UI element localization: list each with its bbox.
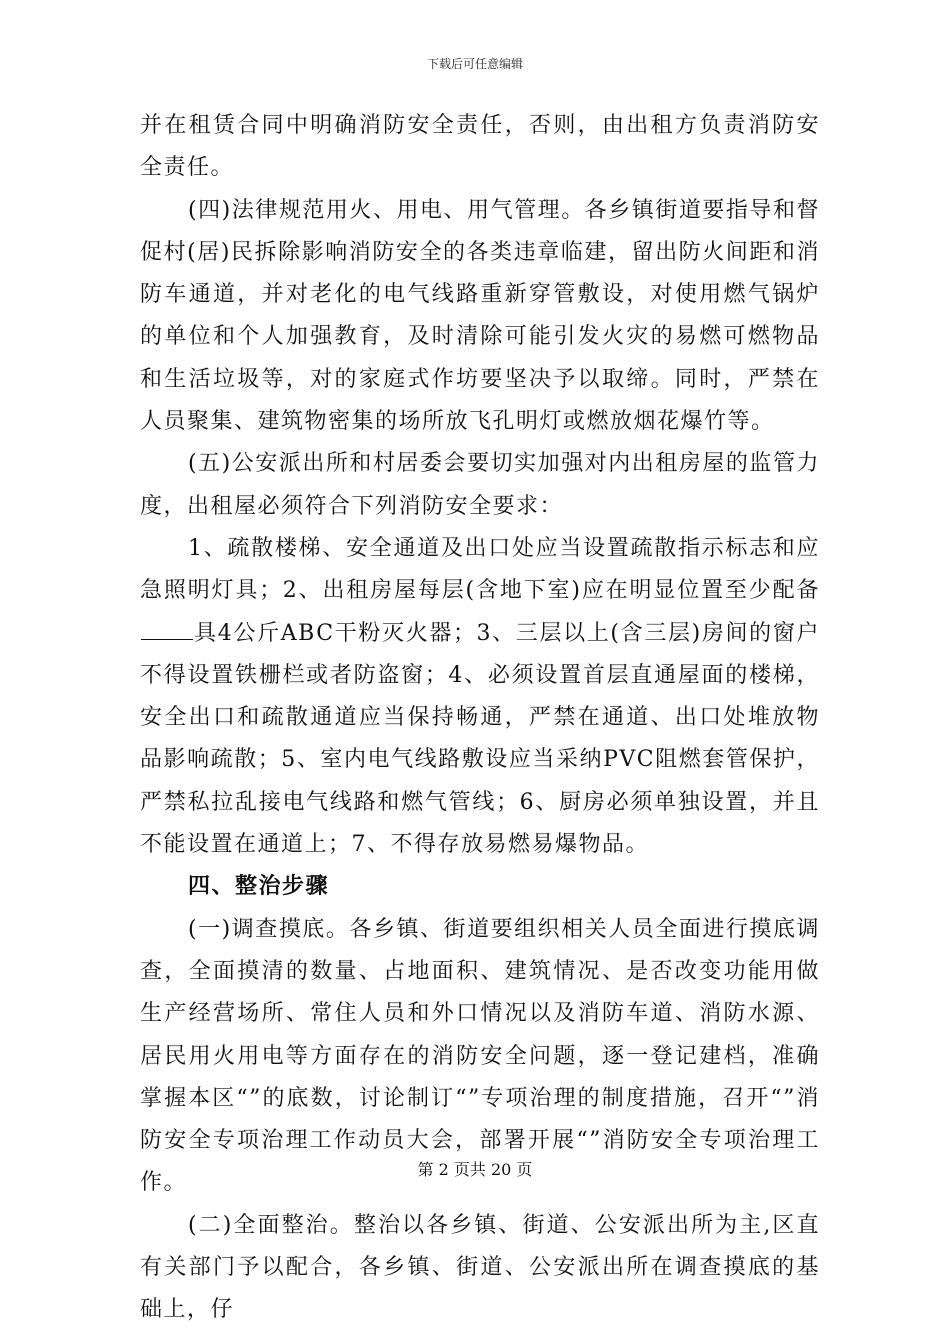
paragraph-requirements	[140, 528, 820, 866]
paragraph-item-5: (五)公安派出所和村居委会要切实加强对内出租房屋的监管力度，出租屋必须符合下列消防安全要求：	[140, 451, 820, 519]
paragraph-continuation: 并在租赁合同中明确消防安全责任，否则，由出租方负责消防安全责任。	[140, 113, 820, 181]
page-footer: 第 2 页共 20 页	[417, 1160, 533, 1179]
section-heading: 四、整治步骤	[188, 874, 330, 900]
paragraph-step-2: (二)全面整治。整治以各乡镇、街道、公安派出所为主,区直有关部门予以配合，各乡镇、街道、公安派出所在调查摸底的基础上，仔	[140, 1212, 820, 1323]
paragraph-step-1: (一)调查摸底。各乡镇、街道要组织相关人员全面进行摸底调查，全面摸清的数量、占地面积、建筑情况、是否改变功能用做生产经营场所、常住人员和外口情况以及消防车道、消防水源、居民用火用电等方面存在的消防安全问题，逐一登记建档，准确掌握本区“”的底数，讨论制订“”专项治理的制度措施，召开“”消防安全专项治理工作动员大会，部署开展“”消防安全专项治理工作。	[140, 916, 820, 1196]
requirements-text-end: 具4公斤ABC干粉灭火器；3、三层以上(含三层)房间的窗户不得设置铁栅栏或者防盗窗；4、必须设置首层直通屋面的楼梯，安全出口和疏散通道应当保持畅通，严禁在通道、出口处堆放物品影响疏散；5、室内电气线路敷设应当采纳PVC阻燃套管保护，严禁私拉乱接电气线路和燃气管线；6、厨房必须单独设置，并且不能设置在通道上；7、不得存放易燃易爆物品。	[140, 620, 820, 858]
blank-fill-line	[141, 623, 193, 640]
requirements-text-start: 1、疏散楼梯、安全通道及出口处应当设置疏散指示标志和应急照明灯具；2、出租房屋每层(含地下室)应在明显位置至少配备	[140, 535, 820, 604]
document-body	[140, 105, 820, 1332]
paragraph-item-4: (四)法律规范用火、用电、用气管理。各乡镇街道要指导和督促村(居)民拆除影响消防安全的各类违章临建，留出防火间距和消防车通道，并对老化的电气线路重新穿管敷设，对使用燃气锅炉的单位和个人加强教育，及时清除可能引发火灾的易燃可燃物品和生活垃圾等，对的家庭式作坊要坚决予以取缔。同时，严禁在人员聚集、建筑物密集的场所放飞孔明灯或燃放烟花爆竹等。	[140, 197, 820, 435]
page-header: 下载后可任意编辑	[426, 57, 523, 71]
